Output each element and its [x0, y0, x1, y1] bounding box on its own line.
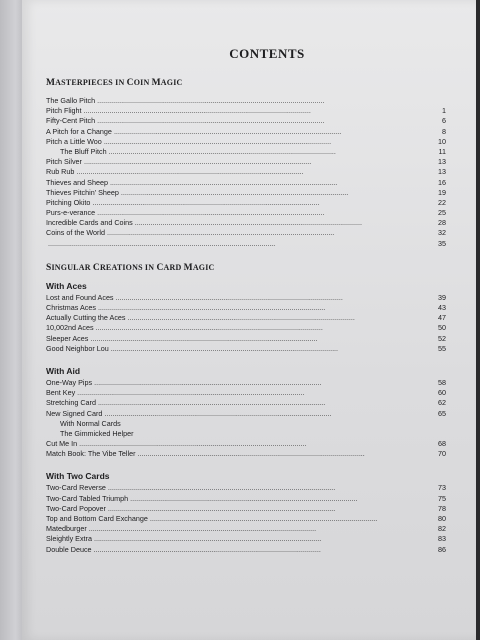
page-number: 22 [438, 197, 446, 207]
toc-entry [46, 483, 446, 493]
entry-title: Pitching Okito [46, 197, 91, 207]
entry-title: Matedburger [46, 524, 87, 534]
dot-leader [108, 483, 434, 493]
page-number: 16 [438, 177, 446, 187]
dot-leader [150, 514, 434, 524]
page-number: 55 [438, 343, 446, 353]
toc-entry [46, 378, 446, 388]
toc-entry [46, 344, 446, 354]
toc-entry [46, 449, 446, 459]
dot-leader [97, 116, 434, 126]
page-number: 83 [438, 534, 446, 544]
dot-leader [90, 334, 434, 344]
toc-entry [46, 157, 446, 167]
toc-entry [46, 334, 446, 344]
entry-title: Cut Me In [46, 439, 78, 449]
entry-title: Lost and Found Aces [46, 292, 114, 302]
entry-title: Two-Card Popover [46, 503, 106, 513]
entry-list [46, 96, 446, 249]
entry-title: One-Way Pips [46, 377, 93, 387]
page-number: 68 [438, 439, 446, 449]
page-number: 13 [438, 157, 446, 167]
dot-leader [98, 398, 434, 408]
entry-title: Double Deuce [46, 544, 92, 554]
page-number: 65 [438, 408, 446, 418]
page-number: 6 [442, 116, 446, 126]
section-heading: With Aid [46, 365, 81, 376]
entry-title: Christmas Aces [46, 303, 96, 312]
page-number: 35 [438, 238, 446, 248]
toc-entry [46, 303, 446, 313]
book-spine-edge [0, 0, 22, 640]
dot-leader [96, 323, 434, 333]
dot-leader [116, 293, 434, 303]
toc-entry [46, 239, 446, 249]
dot-leader [104, 409, 434, 419]
toc-entry [46, 96, 446, 106]
dot-leader [89, 524, 434, 534]
toc-entry [46, 313, 446, 323]
entry-title: Sleightly Extra [46, 534, 92, 544]
dot-leader [94, 378, 434, 388]
entry-title: Good Neighbor Lou [46, 343, 109, 353]
entry-title: The Gallo Pitch [46, 96, 96, 105]
page-number: 25 [438, 208, 446, 218]
section-heading: With Aces [46, 280, 87, 291]
page-number: 75 [438, 493, 446, 503]
toc-entry [46, 388, 446, 398]
page-number: 28 [438, 218, 446, 228]
entry-title: A Pitch for a Change [46, 126, 112, 136]
entry-title: Pitch Silver [46, 157, 82, 167]
dot-leader [94, 534, 434, 544]
toc-entry [46, 439, 446, 449]
dot-leader [104, 137, 434, 147]
entry-title: Actually Cutting the Aces [46, 313, 126, 323]
dot-leader [79, 439, 434, 449]
dot-leader [128, 313, 434, 323]
page-number: 39 [438, 292, 446, 302]
toc-entry [46, 167, 446, 177]
dot-leader [97, 208, 434, 218]
dot-leader [138, 449, 435, 459]
page-number: 62 [438, 398, 446, 408]
toc-entry [46, 228, 446, 238]
entry-title: The Gimmicked Helper [60, 428, 134, 438]
toc-entry [46, 504, 446, 514]
toc-entry [46, 409, 446, 419]
entry-title: With Normal Cards [60, 418, 121, 428]
dot-leader [94, 545, 434, 555]
entry-title: Bent Key [46, 388, 76, 398]
entry-list [46, 378, 446, 460]
entry-list [46, 483, 446, 554]
toc-entry [46, 534, 446, 544]
entry-title: Incredible Cards and Coins [46, 218, 133, 228]
part-card-magic [46, 263, 446, 555]
dot-leader [114, 127, 434, 137]
toc-entry [46, 127, 446, 137]
page-number: 47 [438, 313, 446, 323]
page-number: 78 [438, 503, 446, 513]
dot-leader [84, 106, 434, 116]
entry-title: Pitch a Little Woo [46, 136, 102, 146]
dot-leader [97, 96, 434, 106]
toc-entry [46, 545, 446, 555]
dot-leader [107, 228, 434, 238]
page-number: 50 [438, 323, 446, 333]
page-number: 52 [438, 333, 446, 343]
entry-title: New Signed Card [46, 408, 103, 418]
dot-leader [135, 218, 434, 228]
section-heading: With Two Cards [46, 471, 110, 482]
entry-title: 10,002nd Aces [46, 323, 94, 333]
dot-leader [77, 388, 434, 398]
page-number: 19 [438, 187, 446, 197]
dot-leader [108, 504, 434, 514]
toc-entry [46, 137, 446, 147]
part-coin-magic [46, 78, 446, 249]
entry-title: Thieves Pitchin' Sheep [46, 187, 119, 197]
page-number: 70 [438, 449, 446, 459]
toc-entry [46, 208, 446, 218]
dot-leader [111, 344, 434, 354]
entry-list [46, 293, 446, 354]
page-number: 1 [442, 106, 446, 116]
toc-entry [46, 116, 446, 126]
entry-title: Rub Rub [46, 167, 75, 177]
toc-entry [46, 429, 446, 439]
dot-leader [48, 239, 434, 249]
toc-entry [46, 494, 446, 504]
entry-title: Fifty-Cent Pitch [46, 116, 96, 126]
toc-entry [46, 293, 446, 303]
page-number: 43 [438, 303, 446, 312]
part-heading: SINGULAR CREATIONS IN CARD MAGIC [46, 262, 215, 273]
page-number: 13 [438, 167, 446, 177]
toc-entry [46, 188, 446, 198]
toc-entry [46, 323, 446, 333]
contents-page [46, 46, 446, 555]
toc-entry [46, 514, 446, 524]
entry-title: Coins of the World [46, 228, 105, 238]
dot-leader [121, 188, 434, 198]
page-number: 60 [438, 388, 446, 398]
entry-title: Thieves and Sheep [46, 177, 108, 187]
toc-entry [46, 419, 446, 429]
entry-title: Stretching Card [46, 398, 96, 408]
page-number: 86 [438, 544, 446, 554]
page-number: 82 [438, 524, 446, 534]
entry-title: Sleeper Aces [46, 333, 89, 343]
entry-title: Top and Bottom Card Exchange [46, 514, 148, 523]
entry-title: Match Book: The Vibe Teller [46, 449, 136, 459]
part-heading: MASTERPIECES IN COIN MAGIC [46, 78, 183, 88]
dot-leader [110, 178, 434, 188]
page-number: 32 [438, 228, 446, 238]
toc-entry [46, 398, 446, 408]
dot-leader [92, 198, 434, 208]
page-title: CONTENTS [229, 46, 305, 61]
dot-leader [76, 167, 434, 177]
page-number: 58 [438, 377, 446, 387]
entry-title: Pitch Flight [46, 106, 82, 116]
dot-leader [84, 157, 434, 167]
page-number: 10 [438, 136, 446, 146]
toc-entry [46, 524, 446, 534]
toc-entry [46, 218, 446, 228]
entry-title: Purs-e-verance [46, 208, 96, 218]
dot-leader [130, 494, 434, 504]
entry-title: The Bluff Pitch [60, 146, 107, 156]
page-number: 8 [442, 126, 446, 136]
entry-title: Two-Card Tabled Triumph [46, 493, 129, 503]
entry-title: Two-Card Reverse [46, 483, 106, 493]
toc-entry [46, 198, 446, 208]
page-number: 73 [438, 483, 446, 493]
dot-leader [109, 147, 434, 157]
toc-entry [46, 178, 446, 188]
toc-entry [46, 147, 446, 157]
dot-leader [98, 303, 434, 313]
page-number: 80 [438, 514, 446, 523]
page-number: 11 [438, 146, 446, 156]
toc-entry [46, 106, 446, 116]
